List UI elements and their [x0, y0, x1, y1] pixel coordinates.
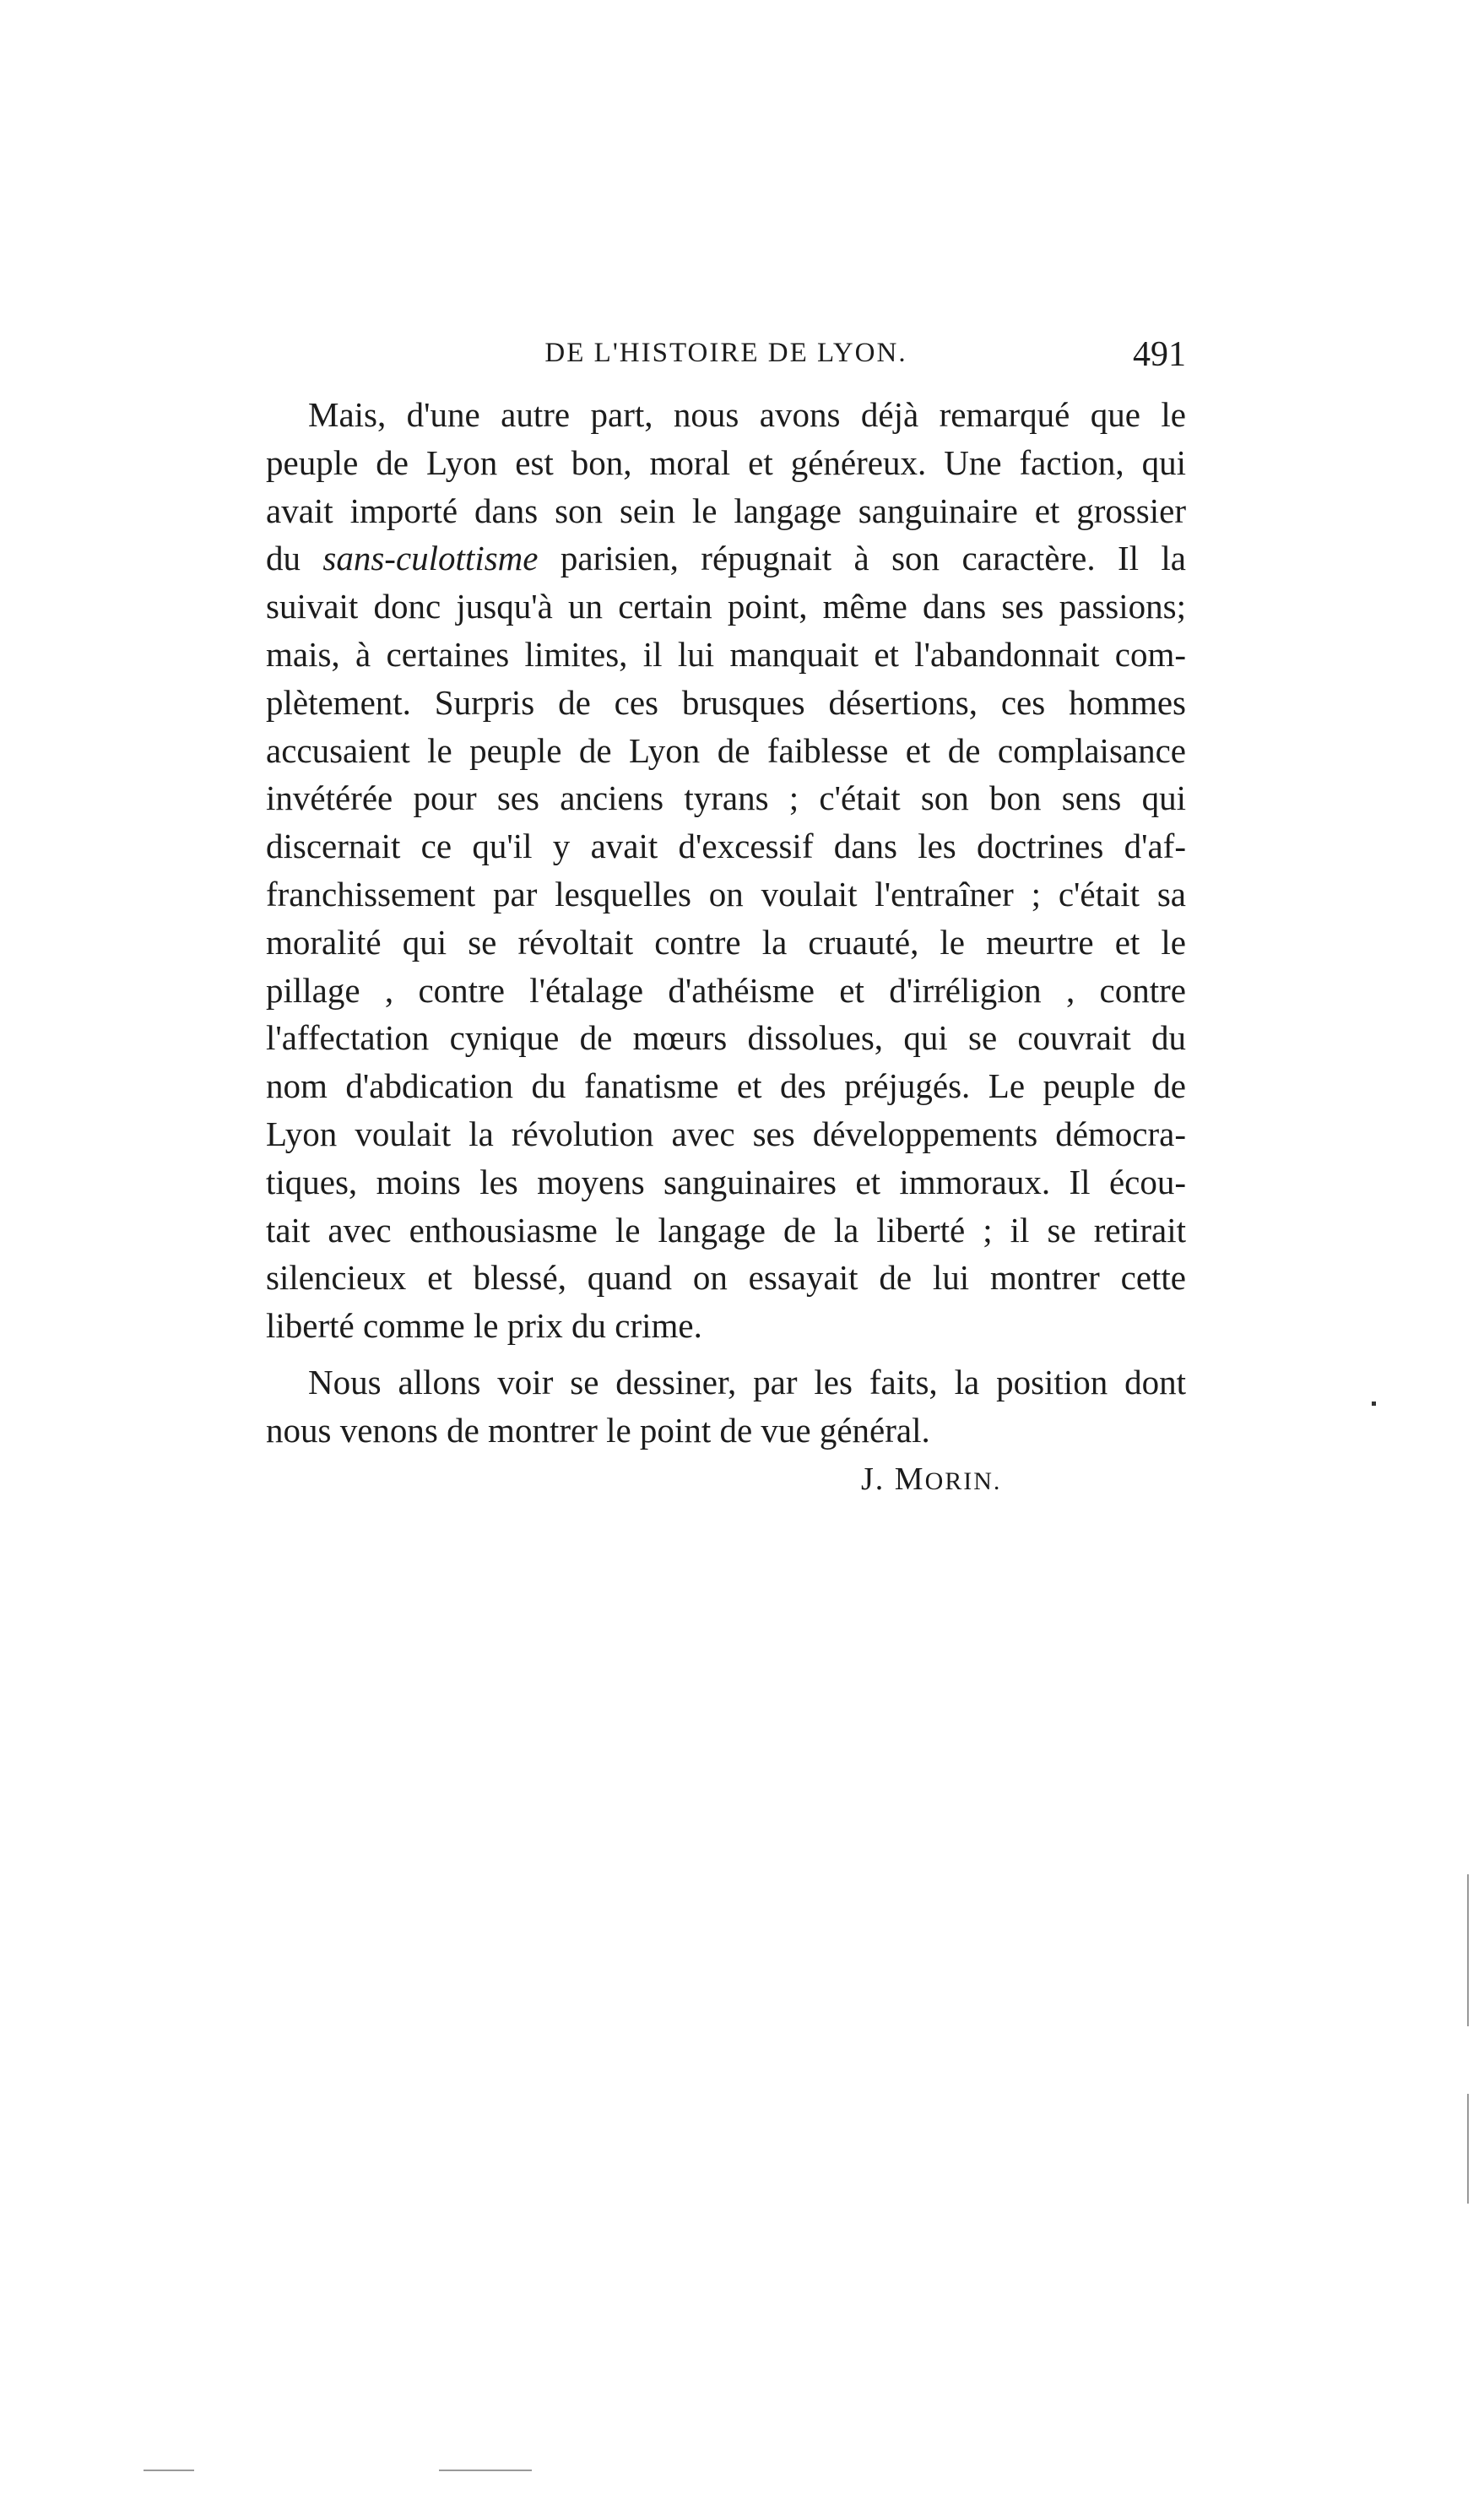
text-line: silencieux et blessé, quand on essayait de lui montrer cette — [266, 1258, 1186, 1298]
text-line: nom d'abdication du fanatisme et des préjugés. Le peuple de — [266, 1066, 1186, 1106]
text-line: tiques, moins les moyens sanguinaires et immoraux. Il écou- — [266, 1162, 1186, 1201]
text-line: Mais, d'une autre part, nous avons déjà remarqué que le — [308, 395, 1186, 434]
text-line: moralité qui se révoltait contre la cruauté, le meurtre et le — [266, 922, 1186, 962]
text-fragment: du — [266, 539, 323, 578]
text-line: tait avec enthousiasme le langage de la liberté ; il se retirait — [266, 1210, 1186, 1250]
author-signature — [861, 1461, 1001, 1498]
text-line: avait importé dans son sein le langage sanguinaire et grossier — [266, 491, 1186, 530]
text-line: pillage , contre l'étalage d'athéisme et d'irréligion , contre — [266, 970, 1186, 1010]
paragraph-1 — [266, 391, 1186, 1350]
scan-mark — [1467, 1874, 1469, 2026]
text-line — [266, 534, 1186, 583]
page-header — [266, 334, 1186, 385]
text-line: liberté comme le prix du crime. — [266, 1306, 702, 1346]
paragraph-2 — [266, 1358, 1186, 1455]
text-line: mais, à certaines limites, il lui manquait et l'abandonnait com- — [266, 634, 1186, 674]
text-line: franchissement par lesquelles on voulait l'entraîner ; c'était sa — [266, 874, 1186, 914]
text-line: peuple de Lyon est bon, moral et généreux. Une faction, qui — [266, 442, 1186, 482]
scan-mark — [1467, 2094, 1469, 2204]
text-line: plètement. Surpris de ces brusques désertions, ces hommes — [266, 682, 1186, 722]
text-fragment: parisien, répugnait à son caractère. Il la — [538, 539, 1186, 578]
text-line: Nous allons voir se dessiner, par les faits, la position dont — [308, 1362, 1186, 1402]
body-text — [266, 391, 1186, 1455]
italic-term: sans-culottisme — [322, 539, 539, 578]
text-line: l'affectation cynique de mœurs dissolues, qui se couvrait du — [266, 1018, 1186, 1058]
text-line: discernait ce qu'il y avait d'excessif dans les doctrines d'af- — [266, 827, 1186, 866]
scan-dot — [1372, 1402, 1376, 1406]
page-number: 491 — [1133, 335, 1186, 374]
paragraph-gap — [266, 1350, 1186, 1358]
text-line: nous venons de montrer le point de vue général. — [266, 1410, 930, 1450]
scan-mark — [144, 2470, 194, 2471]
scan-mark — [439, 2470, 532, 2471]
signature-initial: J. M — [861, 1461, 925, 1497]
text-line: accusaient le peuple de Lyon de faiblesse et de complaisance — [266, 730, 1186, 770]
text-line: Lyon voulait la révolution avec ses développements démocra- — [266, 1114, 1186, 1153]
signature-rest: ORIN. — [924, 1467, 1002, 1495]
running-title: DE L'HISTOIRE DE LYON. — [544, 338, 907, 368]
text-line: suivait donc jusqu'à un certain point, même dans ses passions; — [266, 587, 1186, 626]
text-line: invétérée pour ses anciens tyrans ; c'était son bon sens qui — [266, 778, 1186, 818]
